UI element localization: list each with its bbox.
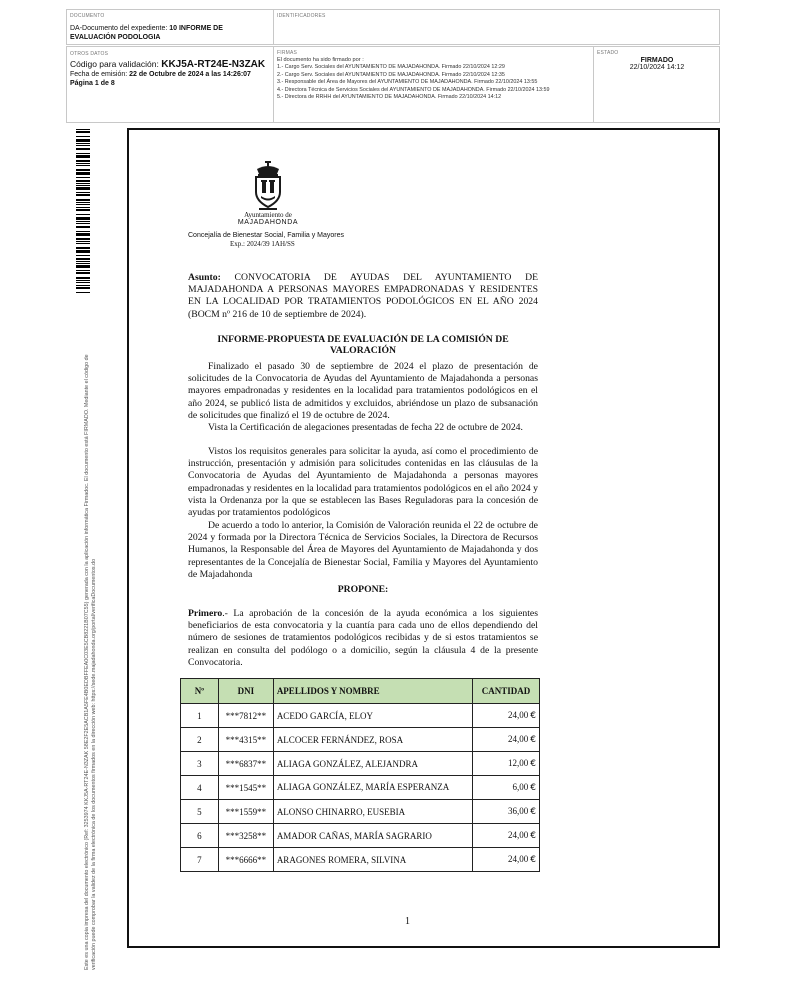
euro-symbol: € xyxy=(530,783,536,793)
header-divider xyxy=(273,10,274,44)
barcode-bar xyxy=(76,231,90,232)
barcode-bar xyxy=(76,250,90,253)
column-header-number: Nº xyxy=(181,679,219,704)
signature-line: 5.- Directora de RRHH del AYUNTAMIENTO DE MAJADAHONDA. Firmado 22/10/2024 14:12 xyxy=(277,94,502,101)
estado-cell xyxy=(597,47,717,122)
expediente-number: Exp.: 2024/39 1AH/SS xyxy=(230,240,295,248)
barcode-bar xyxy=(76,233,90,236)
asunto-paragraph xyxy=(188,272,538,321)
signature-line: 1.- Cargo Serv. Sociales del AYUNTAMIENTO DE MAJADAHONDA. Firmado 22/10/2024 12:29 xyxy=(277,64,505,70)
estado-label: ESTADO xyxy=(597,50,619,56)
emission-line xyxy=(70,70,270,79)
barcode-bar xyxy=(76,148,90,150)
row-name: ACEDO GARCÍA, ELOY xyxy=(273,704,472,728)
barcode-bar xyxy=(76,261,90,262)
margin-legal-text: Este es una copia impresa del documento electrónico (Ref: 3253974 KKJ5A-RT24E-N3ZAK 58E2F2E5ACB1A5FE4B0EDBFFEA0C03E5CB8221B07C55) generada con la aplicación informática Firmadoc. El documento está FIRMADO. Mediante el código de xyxy=(84,354,90,970)
barcode-bar xyxy=(76,217,90,220)
municipio-label: MAJADAHONDA xyxy=(237,219,299,226)
barcode-bar xyxy=(76,241,90,242)
table-header-row xyxy=(181,679,540,704)
margin-verification-text[interactable]: verificación puede comprobar la validez de la firma electrónica de los documentos firmados en la dirección web: https://sede.majadahonda.org/portal/verificaDocumentos.do xyxy=(91,558,97,970)
barcode-bar xyxy=(76,270,90,271)
amount-value: 24,00 xyxy=(508,830,529,840)
documento-label: DOCUMENTO xyxy=(70,13,105,19)
propone-heading: PROPONE: xyxy=(337,584,389,595)
barcode-bar xyxy=(76,145,90,146)
row-dni: ***1545** xyxy=(218,776,273,800)
barcode-bar xyxy=(76,287,90,289)
barcode-bar xyxy=(76,131,90,133)
barcode-bar xyxy=(76,204,90,205)
euro-symbol: € xyxy=(530,711,536,721)
column-header-dni: DNI xyxy=(218,679,273,704)
barcode-bar xyxy=(76,183,90,184)
barcode-bar xyxy=(76,143,90,144)
row-amount xyxy=(473,800,540,824)
row-amount xyxy=(473,704,540,728)
beneficiaries-table xyxy=(180,678,540,872)
barcode-bar xyxy=(76,139,90,142)
row-number: 2 xyxy=(181,728,219,752)
header-bottom-box xyxy=(66,46,720,123)
barcode-bar xyxy=(76,258,90,260)
barcode-bar xyxy=(76,153,90,154)
amount-value: 24,00 xyxy=(508,710,529,720)
barcode-bar xyxy=(76,263,90,264)
barcode-bar xyxy=(76,129,90,130)
barcode xyxy=(76,129,90,296)
expediente-text xyxy=(70,24,260,42)
barcode-bar xyxy=(76,199,90,201)
header-top-box xyxy=(66,9,720,45)
barcode-bar xyxy=(76,207,90,208)
row-name: AMADOR CAÑAS, MARÍA SAGRARIO xyxy=(273,824,472,848)
row-dni: ***1559** xyxy=(218,800,273,824)
barcode-bar xyxy=(76,209,90,211)
row-name: ALIAGA GONZÁLEZ, MARÍA ESPERANZA xyxy=(273,776,472,800)
row-number: 1 xyxy=(181,704,219,728)
row-number: 7 xyxy=(181,848,219,872)
euro-symbol: € xyxy=(530,759,536,769)
row-name: ALONSO CHINARRO, EUSEBIA xyxy=(273,800,472,824)
amount-value: 24,00 xyxy=(508,734,529,744)
asunto-label: Asunto: xyxy=(188,272,221,283)
row-dni: ***6837** xyxy=(218,752,273,776)
row-name: ALIAGA GONZÁLEZ, ALEJANDRA xyxy=(273,752,472,776)
barcode-bar xyxy=(76,272,90,274)
paragraph: Vista la Certificación de alegaciones presentadas de fecha 22 de octubre de 2024. xyxy=(208,422,523,433)
barcode-bar xyxy=(76,292,90,293)
barcode-bar xyxy=(76,165,90,166)
concejalia-label: Concejalía de Bienestar Social, Familia y Mayores xyxy=(188,232,345,239)
barcode-bar xyxy=(76,223,90,224)
emission-label: Fecha de emisión: xyxy=(70,71,128,78)
signature-line: 4.- Directora Técnica de Servicios Sociales del AYUNTAMIENTO DE MAJADAHONDA. Firmado 22/10/2024 13:59 xyxy=(277,86,550,93)
barcode-bar xyxy=(76,226,90,228)
table-row xyxy=(181,752,540,776)
expediente-label: DA-Documento del expediente: xyxy=(70,25,168,32)
page-number: 1 xyxy=(405,916,410,927)
barcode-bar xyxy=(76,265,90,268)
barcode-bar xyxy=(76,243,90,244)
row-number: 4 xyxy=(181,776,219,800)
barcode-bar xyxy=(76,221,90,222)
amount-value: 6,00 xyxy=(512,782,529,792)
paragraph: Finalizado el pasado 30 de septiembre de 2024 el plazo de presentación de solicitudes de la Convocatoria de Ayudas del Ayuntamiento de Majadahonda a personas mayores empadronadas y residentes en la localidad para tratamientos podológicos en el año 2024, se publicó lista de admitidos y excluidos, abriéndose un plazo de subsanación de solicitudes que finalizó el 19 de octubre de 2024. xyxy=(188,361,538,421)
header-divider xyxy=(273,47,274,122)
paragraph: De acuerdo a todo lo anterior, la Comisión de Valoración reunida el 22 de octubre de 2024 y formada por la Directora Técnica de Servicios Sociales, la Directora de Recursos Humanos, la Responsable del Área de Mayores del Ayuntamiento de Majadahonda y dos representantes de la Concejalía de Bienestar Social, Familia y Mayores del Ayuntamiento de Majadahonda xyxy=(188,520,538,580)
signature-line: 3.- Responsable del Área de Mayores del AYUNTAMIENTO DE MAJADAHONDA. Firmado 22/10/2024 13:55 xyxy=(277,79,538,86)
barcode-bar xyxy=(76,136,90,137)
barcode-bar xyxy=(76,285,90,286)
euro-symbol: € xyxy=(530,807,536,817)
signature-line: 2.- Cargo Serv. Sociales del AYUNTAMIENTO DE MAJADAHONDA. Firmado 22/10/2024 12:35 xyxy=(277,71,505,78)
document-title: INFORME-PROPUESTA DE EVALUACIÓN DE LA COMISIÓN DE VALORACIÓN xyxy=(217,334,509,356)
euro-symbol: € xyxy=(530,831,536,841)
estado-value: FIRMADO xyxy=(640,57,674,64)
firmas-label: FIRMAS xyxy=(277,50,298,56)
barcode-bar xyxy=(76,192,90,193)
row-number: 3 xyxy=(181,752,219,776)
header-divider xyxy=(593,47,594,122)
barcode-bar xyxy=(76,169,90,171)
barcode-bar xyxy=(76,172,90,175)
primero-label: Primero xyxy=(188,608,223,619)
barcode-bar xyxy=(76,185,90,186)
firmas-intro: El documento ha sido firmado por : xyxy=(277,57,364,63)
barcode-bar xyxy=(76,247,90,249)
expediente-value: 10 INFORME DE EVALUACIÓN PODOLOGIA xyxy=(70,25,223,41)
barcode-bar xyxy=(76,280,90,281)
row-dni: ***3258** xyxy=(218,824,273,848)
documento-cell xyxy=(70,10,270,44)
barcode-bar xyxy=(76,180,90,182)
row-amount xyxy=(473,824,540,848)
otros-datos-cell xyxy=(70,47,270,122)
emission-value: 22 de Octubre de 2024 a las 14:26:07 xyxy=(129,71,251,78)
barcode-bar xyxy=(76,214,90,215)
row-amount xyxy=(473,752,540,776)
validation-label: Código para validación: xyxy=(70,59,159,69)
paragraph: Vistos los requisitos generales para solicitar la ayuda, así como el procedimiento de instrucción, presentación y admisión para solicitudes contenidas en las cláusulas de la Convocatoria de Ayudas del Ayuntamiento de Majadahonda a personas mayores empadronadas y residentes en la localidad para tratamientos podológicos en el año 2024 y vista la Ordenanza por la que se establecen las Bases Reguladoras para la concesión de ayudas por tratamientos podológicos xyxy=(188,446,538,519)
table-row xyxy=(181,824,540,848)
row-name: ALCOCER FERNÁNDEZ, ROSA xyxy=(273,728,472,752)
row-name: ARAGONES ROMERA, SILVINA xyxy=(273,848,472,872)
coat-of-arms-logo xyxy=(245,161,291,211)
barcode-bar xyxy=(76,155,90,158)
row-dni: ***7812** xyxy=(218,704,273,728)
firmas-cell xyxy=(277,47,595,122)
row-amount xyxy=(473,776,540,800)
row-amount xyxy=(473,728,540,752)
euro-symbol: € xyxy=(530,735,536,745)
column-header-name: APELLIDOS Y NOMBRE xyxy=(273,679,472,704)
row-number: 6 xyxy=(181,824,219,848)
identificadores-label: IDENTIFICADORES xyxy=(277,13,326,19)
row-dni: ***6666** xyxy=(218,848,273,872)
table-row xyxy=(181,728,540,752)
amount-value: 24,00 xyxy=(508,854,529,864)
barcode-bar xyxy=(76,187,90,190)
otros-datos-label: OTROS DATOS xyxy=(70,51,109,57)
amount-value: 36,00 xyxy=(508,806,529,816)
column-header-amount: CANTIDAD xyxy=(473,679,540,704)
table-row xyxy=(181,776,540,800)
validation-code[interactable]: KKJ5A-RT24E-N3ZAK xyxy=(161,59,266,70)
asunto-text: CONVOCATORIA DE AYUDAS DEL AYUNTAMIENTO DE MAJADAHONDA A PERSONAS MAYORES EMPADRONADAS Y RESIDENTES EN LA LOCALIDAD POR TRATAMIENTOS PODOLÓGICOS EN EL AÑO 2024 (BOCM nº 216 de 10 de septiembre de 2024). xyxy=(188,272,538,320)
validation-line xyxy=(70,59,270,70)
amount-value: 12,00 xyxy=(508,758,529,768)
barcode-bar xyxy=(76,202,90,203)
barcode-bar xyxy=(76,194,90,196)
table-row xyxy=(181,800,540,824)
barcode-bar xyxy=(76,160,90,162)
page-count: Página 1 de 8 xyxy=(70,80,115,87)
primero-paragraph xyxy=(188,608,538,669)
estado-date: 22/10/2024 14:12 xyxy=(629,64,685,71)
table-row xyxy=(181,704,540,728)
barcode-bar xyxy=(76,282,90,283)
row-amount xyxy=(473,848,540,872)
row-number: 5 xyxy=(181,800,219,824)
identificadores-cell xyxy=(277,10,477,44)
row-dni: ***4315** xyxy=(218,728,273,752)
table-row xyxy=(181,848,540,872)
barcode-bar xyxy=(76,277,90,279)
ayuntamiento-label: Ayuntamiento de xyxy=(244,211,292,219)
primero-text: .- La aprobación de la concesión de la ayuda económica a los siguientes beneficiarios de esta convocatoria y la cuantía para cada uno de ellos dependiendo del número de sesiones de tratamientos podológicos recibidas y de si estos tratamientos se realizan en consulta del podólogo o a domicilio, según la cláusula 4 de la presente Convocatoria. xyxy=(188,608,538,668)
barcode-bar xyxy=(76,163,90,164)
barcode-bar xyxy=(76,177,90,178)
barcode-bar xyxy=(76,238,90,240)
barcode-bar xyxy=(76,255,90,256)
euro-symbol: € xyxy=(530,855,536,865)
